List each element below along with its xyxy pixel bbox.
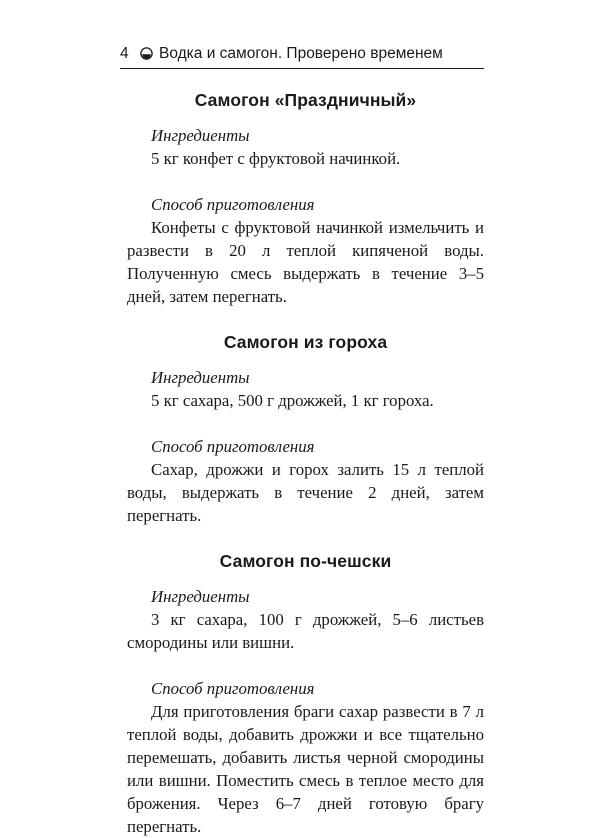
- recipe-title: Самогон из гороха: [223, 332, 388, 352]
- recipe-title: Самогон «Праздничный»: [194, 90, 417, 110]
- recipe-prazdnichny: [127, 88, 484, 308]
- ingredients-label: Ингредиенты: [151, 587, 250, 606]
- spacer: [127, 170, 484, 193]
- recipe-po-cheshski: [127, 549, 484, 838]
- recipe-iz-goroha: [127, 330, 484, 527]
- spacer: [127, 654, 484, 677]
- ingredients-text: 3 кг сахара, 100 г дрожжей, 5–6 листьев смородины или вишни.: [127, 610, 484, 652]
- ingredients-label: Ингредиенты: [151, 126, 250, 145]
- ingredients-label: Ингредиенты: [151, 368, 250, 387]
- method-text: Сахар, дрожжи и горох залить 15 л теплой воды, выдержать в течение 2 дней, затем перегнать.: [127, 460, 484, 525]
- method-label: Способ приготовления: [151, 437, 315, 456]
- lemon-slice-icon: [140, 46, 153, 66]
- ingredients-text: 5 кг конфет с фруктовой начинкой.: [151, 149, 401, 168]
- running-header: [120, 44, 484, 69]
- method-label: Способ приготовления: [151, 195, 315, 214]
- ingredients-text: 5 кг сахара, 500 г дрожжей, 1 кг гороха.: [151, 391, 434, 410]
- page-number: 4: [120, 45, 129, 62]
- recipe-title: Самогон по-чешски: [219, 551, 392, 571]
- method-label: Способ приготовления: [151, 679, 315, 698]
- method-text: Конфеты с фруктовой начинкой измельчить и развести в 20 л теплой кипяченой воды. Полученную смесь выдержать в течение 3–5 дней, затем перегнать.: [127, 218, 484, 306]
- method-text: Для приготовления браги сахар развести в 7 л теплой воды, добавить дрожжи и все тщательно перемешать, добавить листья черной смородины или вишни. Поместить смесь в теплое место для брожения. Через 6–7 дней готовую брагу перегнать.: [127, 702, 484, 836]
- page-content: [127, 88, 484, 838]
- spacer: [127, 412, 484, 435]
- book-title: Водка и самогон. Проверено временем: [159, 45, 443, 62]
